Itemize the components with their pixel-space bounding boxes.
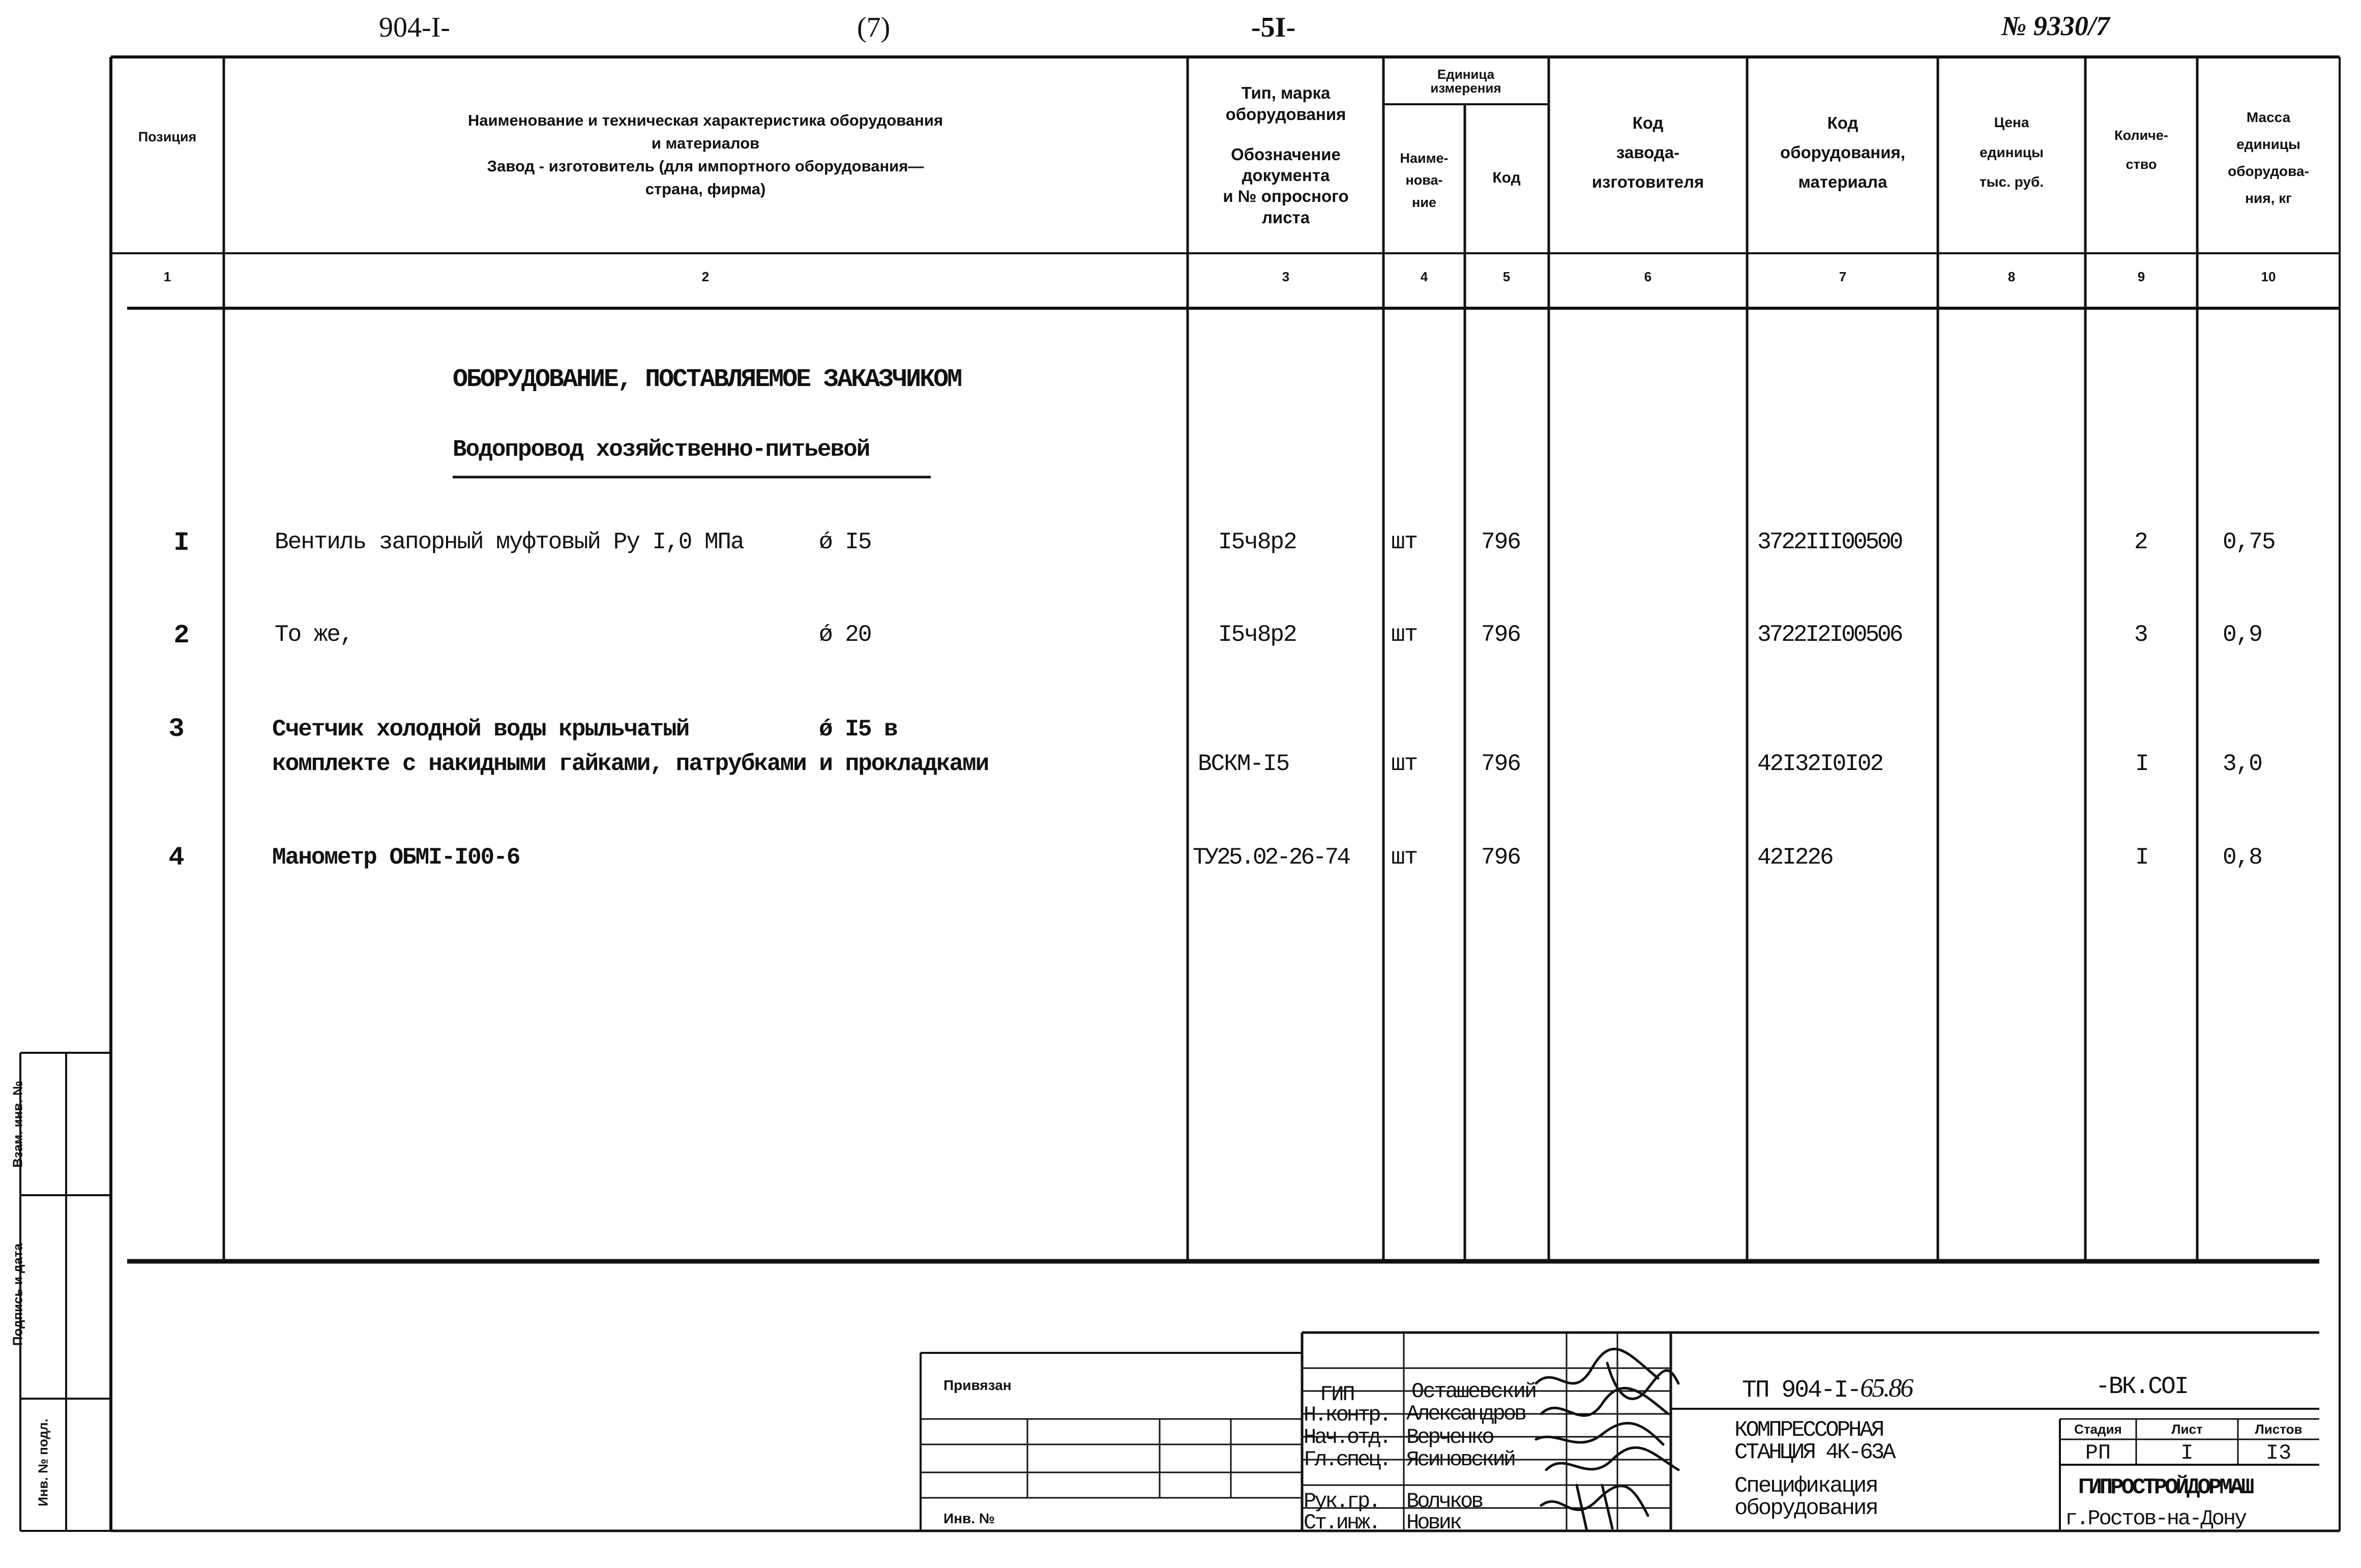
- row-3-name: Счетчик холодной воды крыльчатый: [272, 716, 689, 743]
- row-2-position: 2: [173, 620, 190, 650]
- col-unit-name-header: Наиме- нова- ние: [1400, 151, 1449, 210]
- personnel-role-senior-eng: Ст.инж.: [1304, 1511, 1379, 1535]
- row-1-name: Вентиль запорный муфтовый Ру I,0 МПа: [275, 529, 744, 555]
- row-4-name: Манометр ОБМI-I00-6: [272, 844, 520, 871]
- stage-value: РП: [2085, 1441, 2111, 1465]
- row-2-unit-code: 796: [1481, 622, 1520, 648]
- personnel-name-norm-control: Александров: [1406, 1402, 1525, 1426]
- personnel-name-group-lead: Волчков: [1406, 1489, 1482, 1514]
- part-number: (7): [857, 12, 891, 43]
- personnel-role-group-lead: Рук.гр.: [1304, 1489, 1379, 1514]
- section-title: ОБОРУДОВАНИЕ, ПОСТАВЛЯЕМОЕ ЗАКАЗЧИКОМ: [453, 365, 961, 394]
- object-name: КОМПРЕССОРНАЯ СТАНЦИЯ 4К-63А: [1734, 1417, 1894, 1465]
- row-4-unit: шт: [1391, 844, 1418, 871]
- col-qty-header: Количе- ство: [2114, 128, 2168, 172]
- binding-inv-label: Инв. №: [943, 1511, 995, 1526]
- row-3-unit: шт: [1391, 751, 1418, 777]
- row-3-qty: I: [2135, 751, 2149, 777]
- row-1-mass: 0,75: [2223, 529, 2275, 555]
- side-stamp-inv-no: Инв. № подл.: [35, 1418, 51, 1506]
- row-4-position: 4: [168, 843, 185, 873]
- row-2-qty: 3: [2134, 622, 2148, 648]
- row-2-mass: 0,9: [2223, 622, 2262, 648]
- sheet-value: I: [2180, 1441, 2194, 1465]
- col-number-1: 1: [163, 269, 171, 285]
- row-1-equip-code: 3722III00500: [1757, 529, 1902, 555]
- col-type-header: Тип, марка оборудования Обозначение документа и № опросного листа: [1223, 83, 1349, 227]
- binding-label: Привязан: [943, 1377, 1012, 1393]
- stage-label: Стадия: [2074, 1422, 2122, 1437]
- col-price-header: Цена единицы тыс. руб.: [1979, 114, 2044, 190]
- row-3-type: ВСКМ-I5: [1198, 751, 1289, 777]
- document-code: -ВК.COI: [2096, 1373, 2188, 1401]
- personnel-role-chief-spec: Гл.спец.: [1304, 1447, 1390, 1472]
- archive-number: № 9330/7: [2001, 11, 2110, 41]
- row-2-name: То же,: [275, 622, 353, 648]
- row-1-unit-code: 796: [1481, 529, 1520, 555]
- organization-name: ГИПРОСТРОЙДОРМАШ: [2078, 1475, 2252, 1500]
- row-1-position: I: [173, 528, 190, 558]
- row-3-equip-code: 42I32I0I02: [1757, 751, 1883, 777]
- series-number: 904-I-: [379, 12, 450, 43]
- col-number-3: 3: [1282, 269, 1290, 285]
- row-4-unit-code: 796: [1481, 844, 1520, 871]
- row-2-equip-code: 3722I2I00506: [1757, 622, 1902, 648]
- signatures-image: [1526, 1333, 1719, 1536]
- col-number-10: 10: [2261, 269, 2276, 285]
- page-number: -5I-: [1251, 12, 1296, 43]
- document-name: Спецификация оборудования: [1734, 1473, 1877, 1521]
- row-4-mass: 0,8: [2223, 844, 2262, 871]
- project-number-handwritten: 65.86: [1860, 1374, 1912, 1403]
- personnel-name-senior-eng: Новик: [1406, 1511, 1461, 1535]
- row-1-diameter: ǿ I5: [819, 529, 871, 555]
- personnel-name-gip: Осташевский: [1411, 1379, 1536, 1404]
- col-number-4: 4: [1420, 269, 1428, 285]
- subsection-title: Водопровод хозяйственно-питьевой: [453, 436, 870, 463]
- col-number-7: 7: [1839, 269, 1847, 285]
- sheets-label: Листов: [2255, 1422, 2303, 1437]
- col-unit-group-header: Единица измерения: [1430, 66, 1501, 96]
- col-number-6: 6: [1644, 269, 1652, 285]
- col-position-header: Позиция: [138, 129, 197, 145]
- row-1-type: I5ч8р2: [1218, 529, 1296, 555]
- row-3-position: 3: [168, 714, 185, 744]
- col-mass-header: Масса единицы оборудова- ния, кг: [2228, 109, 2309, 206]
- row-4-equip-code: 42I226: [1757, 844, 1833, 871]
- row-1-qty: 2: [2134, 529, 2148, 555]
- side-stamp-replace-inv: Взам. инв. №: [10, 1081, 25, 1168]
- col-number-2: 2: [701, 269, 710, 285]
- row-3-name-line2: комплекте с накидными гайками, патрубками и прокладками: [272, 751, 989, 777]
- personnel-name-dept-head: Верченко: [1406, 1425, 1493, 1449]
- col-number-5: 5: [1502, 269, 1511, 285]
- col-name-header: Наименование и техническая характеристика оборудования и материалов Завод - изготовитель (для импортного оборудования— страна, фирма): [467, 111, 943, 198]
- row-3-unit-code: 796: [1481, 751, 1520, 777]
- col-number-9: 9: [2137, 269, 2145, 285]
- organization-city: г.Ростов-на-Дону: [2065, 1506, 2246, 1531]
- sheet-label: Лист: [2171, 1422, 2203, 1437]
- personnel-name-chief-spec: Ясиновский: [1406, 1447, 1515, 1472]
- sheets-value: I3: [2265, 1441, 2292, 1465]
- col-unit-code-header: Код: [1492, 169, 1521, 187]
- col-number-8: 8: [2008, 269, 2016, 285]
- row-2-diameter: ǿ 20: [819, 622, 871, 648]
- row-4-qty: I: [2135, 844, 2149, 871]
- row-3-mass: 3,0: [2223, 751, 2262, 777]
- row-3-diameter: ǿ I5 в: [819, 716, 897, 743]
- col-maker-code-header: Код завода- изготовителя: [1591, 113, 1704, 191]
- row-4-type: ТУ25.02-26-74: [1193, 844, 1349, 871]
- side-stamp-sign-date: Подпись и дата: [10, 1243, 25, 1346]
- personnel-role-dept-head: Нач.отд.: [1304, 1425, 1390, 1449]
- col-equip-code-header: Код оборудования, материала: [1780, 113, 1905, 191]
- personnel-role-gip: ГИП: [1320, 1382, 1354, 1407]
- project-code: ТП 904-I-65.86: [1742, 1374, 1912, 1404]
- personnel-role-norm-control: Н.контр.: [1304, 1403, 1390, 1427]
- row-1-unit: шт: [1391, 529, 1418, 555]
- row-2-type: I5ч8р2: [1218, 622, 1296, 648]
- row-2-unit: шт: [1391, 622, 1418, 648]
